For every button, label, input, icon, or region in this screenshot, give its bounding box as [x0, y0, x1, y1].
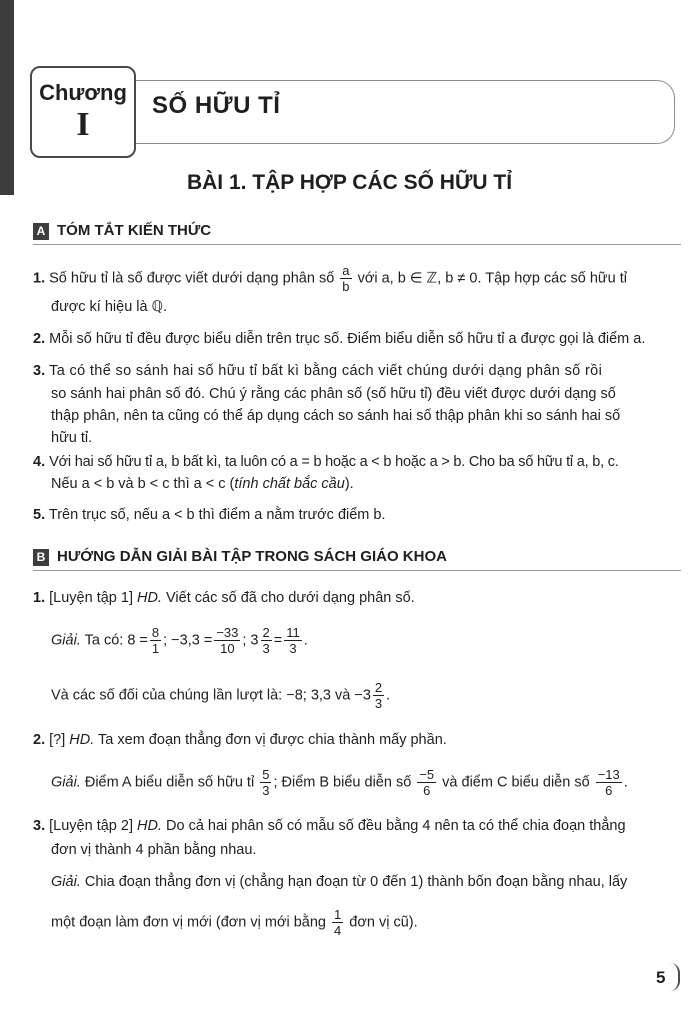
exercise-3-prompt-line2: đơn vị thành 4 phần bằng nhau.: [51, 842, 257, 858]
page-number: 5: [656, 968, 666, 987]
summary-item-3-line4: hữu tỉ.: [51, 430, 93, 446]
section-a-title: TÓM TẮT KIẾN THỨC: [57, 222, 212, 239]
exercise-3-solution-line2: một đoạn làm đơn vị mới (đơn vị mới bằng $\frac{1}{4}$ đơn vị cũ).: [51, 907, 418, 938]
exercise-2-solution: Giải. Điểm A biểu diễn số hữu tỉ $\frac{5}{3}$ ; Điểm B biểu diễn số $\frac{-5}{6}$ và điểm C biểu diễn số $\frac{-13}{6}$ .: [51, 767, 628, 798]
chapter-title: SỐ HỮU TỈ: [152, 92, 281, 119]
chapter-box: [30, 66, 136, 158]
summary-item-3: 3. Ta có thể so sánh hai số hữu tỉ bất kì bằng cách viết chúng dưới dạng phân số rồi: [33, 363, 603, 379]
section-b-letter: B: [33, 549, 49, 566]
exercise-1-solution: Giải. Ta có: 8 = $\frac{8}{1}$ ; −3,3 = $\frac{-33}{10}$ ; 3 $\frac{2}{3}$ = $\frac{11}{3}$ .: [51, 625, 308, 656]
summary-item-4: 4. Với hai số hữu tỉ a, b bất kì, ta luôn có a = b hoặc a < b hoặc a > b. Cho ba số hữu tỉ a, b, c.: [33, 454, 619, 470]
summary-item-5: 5. Trên trục số, nếu a < b thì điểm a nằm trước điểm b.: [33, 507, 386, 523]
section-b-header: [33, 546, 681, 571]
exercise-3-solution: Giải. Chia đoạn thẳng đơn vị (chẳng hạn đoạn từ 0 đến 1) thành bốn đoạn bằng nhau, lấy: [51, 874, 628, 890]
chapter-number: I: [76, 106, 90, 143]
fraction-a-over-b: $\frac{a}{b}$: [342, 263, 350, 294]
lesson-title: BÀI 1. TẬP HỢP CÁC SỐ HỮU TỈ: [186, 171, 513, 194]
exercise-1-opposites: Và các số đối của chúng lần lượt là: −8; 3,3 và −3 $\frac{2}{3}$ .: [51, 680, 391, 711]
summary-item-1: 1. Số hữu tỉ là số được viết dưới dạng phân số $\frac{a}{b}$ với a, b ∈ ℤ, b ≠ 0. Tập hợp các số hữu tỉ: [33, 263, 627, 294]
summary-item-3-line2: so sánh hai phân số đó. Chú ý rằng các phân số (số hữu tỉ) đều viết được dưới dạng số: [51, 386, 616, 402]
side-band: [0, 0, 14, 195]
exercise-2-prompt: 2. [?] HD. Ta xem đoạn thẳng đơn vị được chia thành mấy phần.: [33, 732, 447, 748]
exercise-3-prompt: 3. [Luyện tập 2] HD. Do cả hai phân số có mẫu số đều bằng 4 nên ta có thể chia đoạn thẳng: [33, 818, 626, 834]
section-a-header: [33, 220, 681, 245]
exercise-1-prompt: 1. [Luyện tập 1] HD. Viết các số đã cho dưới dạng phân số.: [33, 590, 415, 606]
page-number-bracket: [670, 963, 680, 991]
chapter-word: Chương: [39, 80, 127, 105]
summary-item-3-line3: thập phân, nên ta cũng có thể áp dụng cách so sánh hai số thập phân khi so sánh hai số: [51, 408, 621, 424]
section-a-letter: A: [33, 223, 49, 240]
summary-item-2: 2. Mỗi số hữu tỉ đều được biểu diễn trên trục số. Điểm biểu diễn số hữu tỉ a được gọi là điểm a.: [33, 331, 646, 347]
summary-item-4-line2: Nếu a < b và b < c thì a < c (tính chất bắc cầu).: [51, 476, 354, 492]
section-b-title: HƯỚNG DẪN GIẢI BÀI TẬP TRONG SÁCH GIÁO KHOA: [57, 548, 447, 565]
summary-item-1-line2: được kí hiệu là ℚ.: [51, 299, 168, 315]
